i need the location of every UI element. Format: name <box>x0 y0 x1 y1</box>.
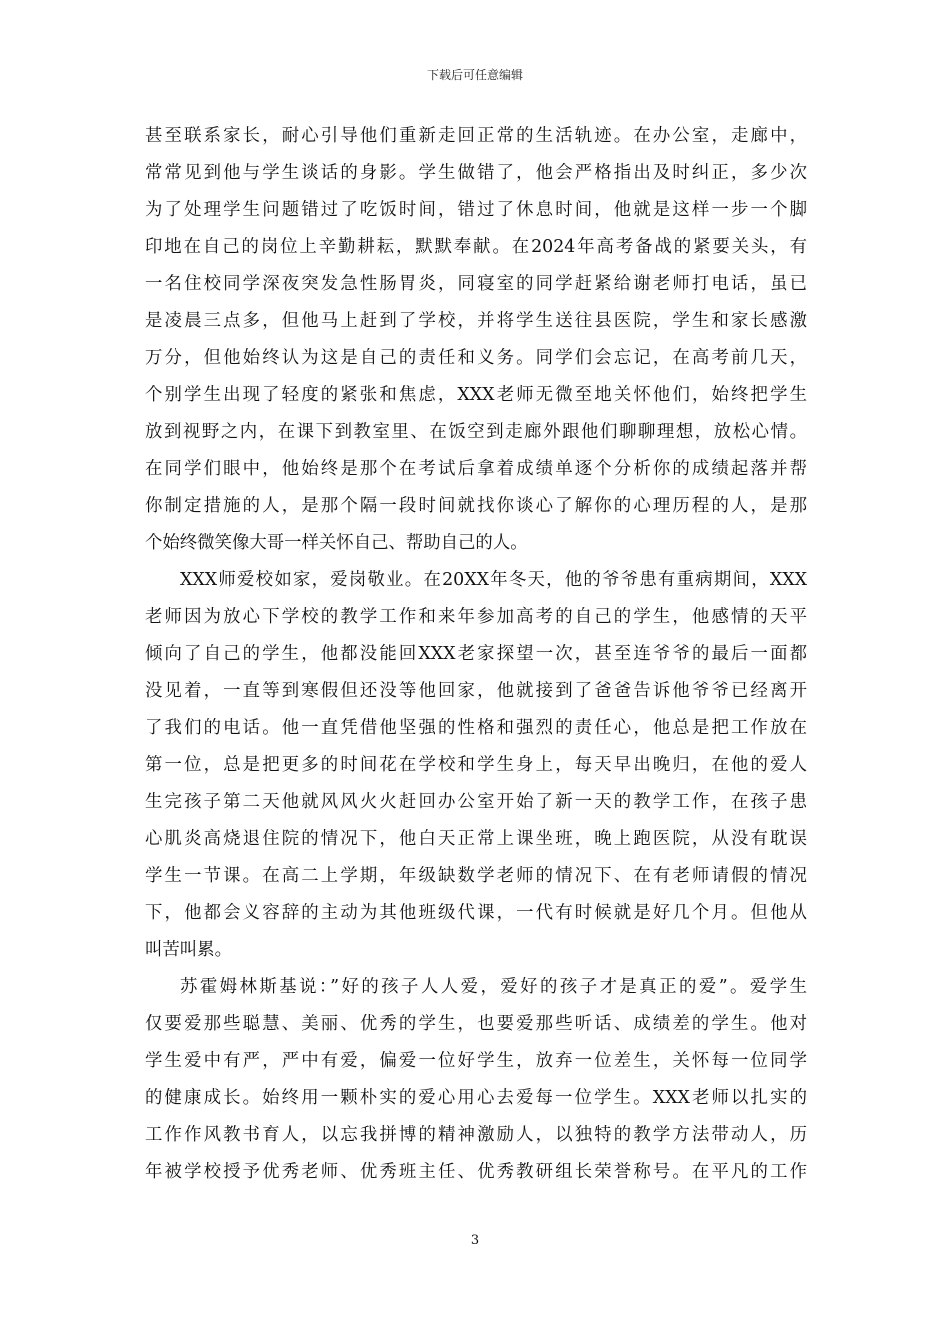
text-line: 没见着，一直等到寒假但还没等他回家，他就接到了爸爸告诉他爷爷已经离开 <box>145 681 807 701</box>
text-line: 个别学生出现了轻度的紧张和焦虑，XXX老师无微至地关怀他们，始终把学生 <box>145 385 807 405</box>
text-line: 苏霍姆林斯基说：”好的孩子人人爱，爱好的孩子才是真正的爱”。爱学生 <box>180 977 807 997</box>
text-line: 在同学们眼中，他始终是那个在考试后拿着成绩单逐个分析你的成绩起落并帮 <box>145 459 807 479</box>
text-line: 年被学校授予优秀老师、优秀班主任、优秀教研组长荣誉称号。在平凡的工作 <box>145 1162 807 1182</box>
text-line: 学生一节课。在高二上学期，年级缺数学老师的情况下、在有老师请假的情况 <box>145 866 807 886</box>
paragraph-2 <box>145 562 807 969</box>
text-line: 叫苦叫累。 <box>145 940 232 960</box>
text-line: 下，他都会义容辞的主动为其他班级代课，一代有时候就是好几个月。但他从 <box>145 903 807 923</box>
text-line: 工作作风教书育人，以忘我拼博的精神激励人，以独特的教学方法带动人，历 <box>145 1125 807 1145</box>
text-line: 为了处理学生问题错过了吃饭时间，错过了休息时间，他就是这样一步一个脚 <box>145 200 807 220</box>
text-line: 个始终微笑像大哥一样关怀自己、帮助自己的人。 <box>145 533 528 553</box>
text-line: 是凌晨三点多，但他马上赶到了学校，并将学生送往县医院，学生和家长感激 <box>145 311 807 331</box>
body-text <box>145 118 807 1191</box>
text-line: 常常见到他与学生谈话的身影。学生做错了，他会严格指出及时纠正，多少次 <box>145 163 807 183</box>
text-line: 印地在自己的岗位上辛勤耕耘，默默奉献。在2024年高考备战的紧要关头，有 <box>145 237 807 257</box>
paragraph-1 <box>145 118 807 562</box>
text-line: 甚至联系家长，耐心引导他们重新走回正常的生活轨迹。在办公室，走廊中， <box>145 126 807 146</box>
text-line: 倾向了自己的学生，他都没能回XXX老家探望一次，甚至连爷爷的最后一面都 <box>145 644 807 664</box>
paragraph-3 <box>145 969 807 1191</box>
header-note: 下载后可任意编辑 <box>426 68 523 82</box>
text-line: 老师因为放心下学校的教学工作和来年参加高考的自己的学生，他感情的天平 <box>145 607 807 627</box>
text-line: XXX师爱校如家，爱岗敬业。在20XX年冬天，他的爷爷患有重病期间，XXX <box>180 570 807 590</box>
text-line: 第一位，总是把更多的时间花在学校和学生身上，每天早出晚归，在他的爱人 <box>145 755 807 775</box>
text-line: 放到视野之内，在课下到教室里、在饭空到走廊外跟他们聊聊理想，放松心情。 <box>145 422 807 442</box>
text-line: 你制定措施的人，是那个隔一段时间就找你谈心了解你的心理历程的人，是那 <box>145 496 807 516</box>
text-line: 仅要爱那些聪慧、美丽、优秀的学生，也要爱那些听话、成绩差的学生。他对 <box>145 1014 807 1034</box>
text-line: 学生爱中有严，严中有爱，偏爱一位好学生，放弃一位差生，关怀每一位同学 <box>145 1051 807 1071</box>
text-line: 一名住校同学深夜突发急性肠胃炎，同寝室的同学赶紧给谢老师打电话，虽已 <box>145 274 807 294</box>
text-line: 万分，但他始终认为这是自己的责任和义务。同学们会忘记，在高考前几天， <box>145 348 807 368</box>
text-line: 心肌炎高烧退住院的情况下，他白天正常上课坐班，晚上跑医院，从没有耽误 <box>145 829 807 849</box>
text-line: 了我们的电话。他一直凭借他坚强的性格和强烈的责任心，他总是把工作放在 <box>145 718 807 738</box>
text-line: 的健康成长。始终用一颗朴实的爱心用心去爱每一位学生。XXX老师以扎实的 <box>145 1088 807 1108</box>
page-number: 3 <box>470 1233 480 1248</box>
text-line: 生完孩子第二天他就风风火火赶回办公室开始了新一天的教学工作，在孩子患 <box>145 792 807 812</box>
